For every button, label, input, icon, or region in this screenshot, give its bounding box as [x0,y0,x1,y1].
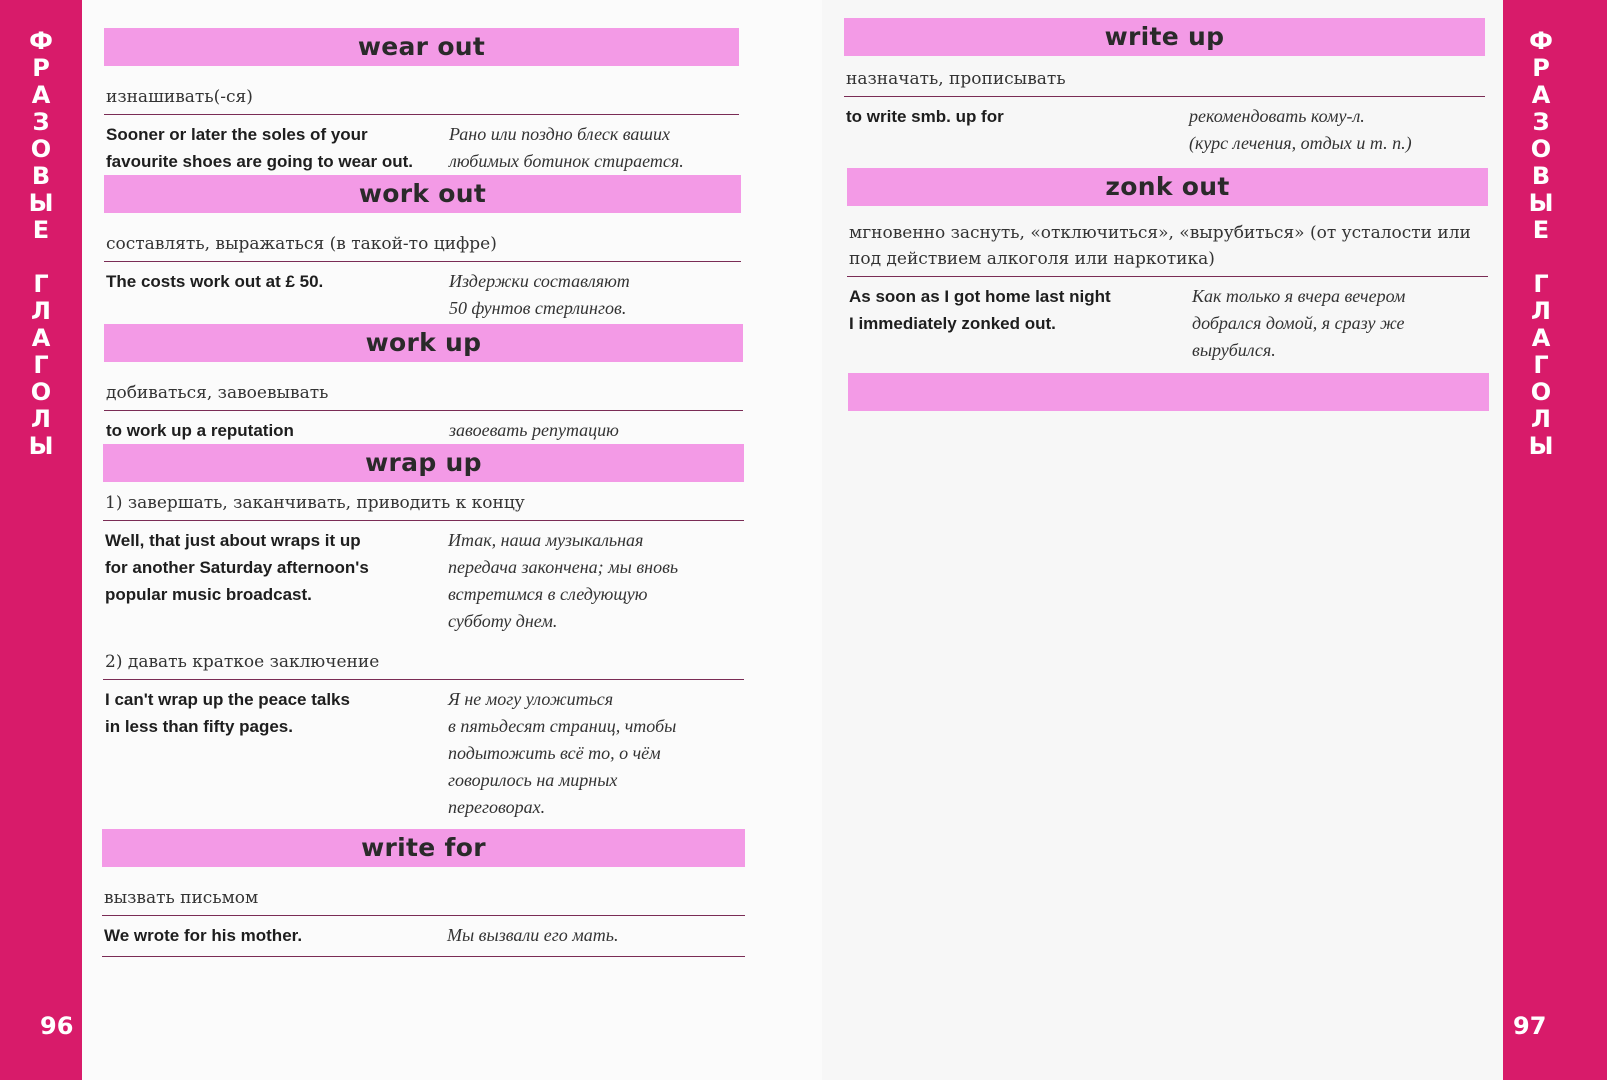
example-russian [448,686,744,821]
example-line: favourite shoes are going to wear out. [106,152,413,171]
entry-write-up [844,18,1485,157]
example-russian [448,527,744,635]
tab-letter: З [1532,108,1550,136]
tab-letter: О [30,378,52,406]
page-number-left: 96 [40,1012,74,1040]
example-line: переговорах. [448,797,546,817]
tab-letter: Ф [1529,27,1553,55]
example-english [102,922,447,949]
example-line: говорилось на мирных [448,770,618,790]
entry-meaning-2: 2) давать краткое заключение [103,635,744,680]
entry-meaning-1: 1) завершать, заканчивать, приводить к концу [103,482,744,521]
example-english [103,686,448,821]
entry-example [102,916,745,949]
example-line: Рано или поздно блеск ваших [449,124,671,144]
example-line: Мы вызвали его мать. [447,925,619,945]
example-line: I can't wrap up the peace talks [105,690,350,709]
entry-title-banner: wear out [104,28,739,66]
right-tab-vertical-title [1529,28,1554,460]
entry-meaning: изнашивать(-ся) [104,66,739,115]
example-russian [449,121,739,175]
example-line: I immediately zonked out. [849,314,1056,333]
tab-letter: Р [32,54,50,82]
example-russian [1189,103,1485,157]
example-line: The costs work out at £ 50. [106,272,324,291]
tab-letter: О [30,135,52,163]
entry-title-banner: zonk out [847,168,1488,206]
example-line: We wrote for his mother. [104,926,303,945]
example-line: субботу днем. [448,611,558,631]
example-line: 50 фунтов стерлингов. [449,298,627,318]
entry-work-up [104,324,743,444]
entry-example [104,262,741,322]
example-line: добрался домой, я сразу же [1192,313,1405,333]
entry-zonk-out [847,168,1488,364]
tab-letter: Е [32,216,50,244]
example-line: Издержки составляют [449,271,630,291]
entry-title-banner: write for [102,829,745,867]
example-english [104,268,449,322]
tab-letter: Ы [28,189,54,217]
tab-letter: В [1531,162,1551,190]
example-line: любимых ботинок стирается. [449,151,684,171]
tab-letter: Ы [1528,432,1554,460]
entry-example-2 [103,680,744,821]
example-english [844,103,1189,157]
example-line: for another Saturday afternoon's [105,558,369,577]
tab-letter: Г [1533,351,1549,379]
empty-banner-block [848,373,1489,411]
entry-example [104,411,743,444]
tab-letter: Г [33,351,49,379]
tab-letter: В [31,162,51,190]
tab-letter: Г [33,270,49,298]
entry-meaning: составлять, выражаться (в такой-то цифре) [104,213,741,262]
entry-example [847,277,1488,364]
tab-letter: Л [1531,297,1551,325]
example-line: завоевать репутацию [449,420,619,440]
example-english [104,121,449,175]
left-side-tab [0,0,82,1080]
tab-letter: А [1531,81,1551,109]
page-number-right: 97 [1513,1012,1547,1040]
entry-example [844,97,1485,157]
tab-letter: О [1530,378,1552,406]
tab-letter: А [1531,324,1551,352]
example-english [847,283,1192,364]
tab-letter: Ф [29,27,53,55]
right-page [822,0,1503,1080]
entry-closing-rule [102,949,745,957]
example-line: in less than fifty pages. [105,717,293,736]
example-line: рекомендовать кому-л. [1189,106,1365,126]
left-page [82,0,822,1080]
tab-letter: З [32,108,50,136]
example-line: подытожить всё то, о чём [448,743,661,763]
example-line: вырубился. [1192,340,1276,360]
example-line: Итак, наша музыкальная [448,530,644,550]
entry-title-banner: work up [104,324,743,362]
entry-work-out [104,175,741,322]
entry-meaning: вызвать письмом [102,867,745,916]
example-line: to work up a reputation [106,421,294,440]
tab-letter: Ы [1528,189,1554,217]
example-russian [449,417,743,444]
example-line: в пятьдесят страниц, чтобы [448,716,677,736]
example-line: передача закончена; мы вновь [448,557,679,577]
tab-letter: Р [1532,54,1550,82]
tab-letter: А [31,81,51,109]
example-line: Я не могу уложиться [448,689,614,709]
example-russian [447,922,745,949]
entry-wear-out [104,28,739,175]
entry-example [104,115,739,175]
tab-letter: Г [1533,270,1549,298]
example-line: As soon as I got home last night [849,287,1111,306]
tab-letter: Ы [28,432,54,460]
example-line: Sooner or later the soles of your [106,125,368,144]
entry-wrap-up [103,444,744,821]
entry-title-banner: wrap up [103,444,744,482]
entry-title-banner: work out [104,175,741,213]
tab-letter: Л [1531,405,1551,433]
example-line: Как только я вчера вечером [1192,286,1406,306]
tab-letter: Л [31,297,51,325]
entry-write-for [102,829,745,957]
example-english [103,527,448,635]
example-line: (курс лечения, отдых и т. п.) [1189,133,1412,153]
tab-letter: А [31,324,51,352]
example-line: встретимся в следующую [448,584,648,604]
example-line: Well, that just about wraps it up [105,531,361,550]
entry-meaning: мгновенно заснуть, «отключиться», «вырубиться» (от усталости или под действием алкоголя или наркотика) [847,206,1488,277]
right-side-tab [1503,0,1607,1080]
example-line: to write smb. up for [846,107,1004,126]
example-russian [449,268,741,322]
left-tab-vertical-title [29,28,54,460]
example-english [104,417,449,444]
tab-letter: Е [1532,216,1550,244]
example-russian [1192,283,1488,364]
entry-title-banner: write up [844,18,1485,56]
entry-meaning: назначать, прописывать [844,56,1485,97]
empty-banner [848,373,1489,411]
tab-letter: О [1530,135,1552,163]
tab-letter: Л [31,405,51,433]
entry-meaning: добиваться, завоевывать [104,362,743,411]
entry-example-1 [103,521,744,635]
example-line: popular music broadcast. [105,585,312,604]
